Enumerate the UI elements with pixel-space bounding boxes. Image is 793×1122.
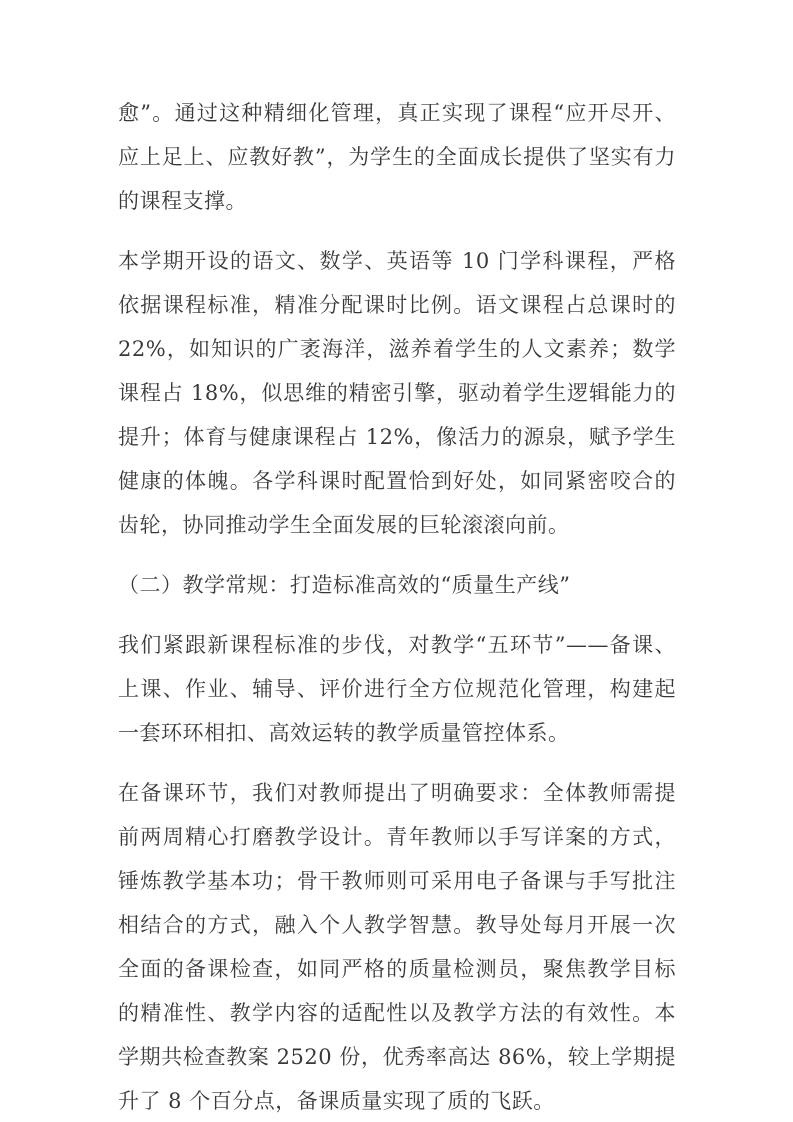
paragraph-course-management-continuation: 愈”。通过这种精细化管理，真正实现了课程“应开尽开、应上足上、应教好教”，为学生的全面成长提供了坚实有力的课程支撑。: [118, 101, 676, 213]
section-heading-teaching-routine: （二）教学常规：打造标准高效的“质量生产线”: [118, 573, 571, 597]
paragraph-curriculum-allocation: 本学期开设的语文、数学、英语等 10 门学科课程，严格依据课程标准，精准分配课时比例。语文课程占总课时的 22%，如知识的广袤海洋，滋养着学生的人文素养；数学课程占 18%，似思维的精密引擎，驱动着学生逻辑能力的提升；体育与健康课程占 12%，像活力的源泉，赋予学生健康的体魄。各学科课时配置恰到好处，如同紧密咬合的齿轮，协同推动学生全面发展的巨轮滚滚向前。: [118, 249, 676, 537]
paragraph-lesson-preparation: 在备课环节，我们对教师提出了明确要求：全体教师需提前两周精心打磨教学设计。青年教师以手写详案的方式，锤炼教学基本功；骨干教师则可采用电子备课与手写批注相结合的方式，融入个人教学智慧。教导处每月开展一次全面的备课检查，如同严格的质量检测员，聚焦教学目标的精准性、教学内容的适配性以及教学方法的有效性。本学期共检查教案 2520 份，优秀率高达 86%，较上学期提升了 8 个百分点，备课质量实现了质的飞跃。: [118, 781, 676, 1113]
paragraph-five-links-management: 我们紧跟新课程标准的步伐，对教学“五环节”——备课、上课、作业、辅导、评价进行全方位规范化管理，构建起一套环环相扣、高效运转的教学质量管控体系。: [118, 633, 676, 745]
